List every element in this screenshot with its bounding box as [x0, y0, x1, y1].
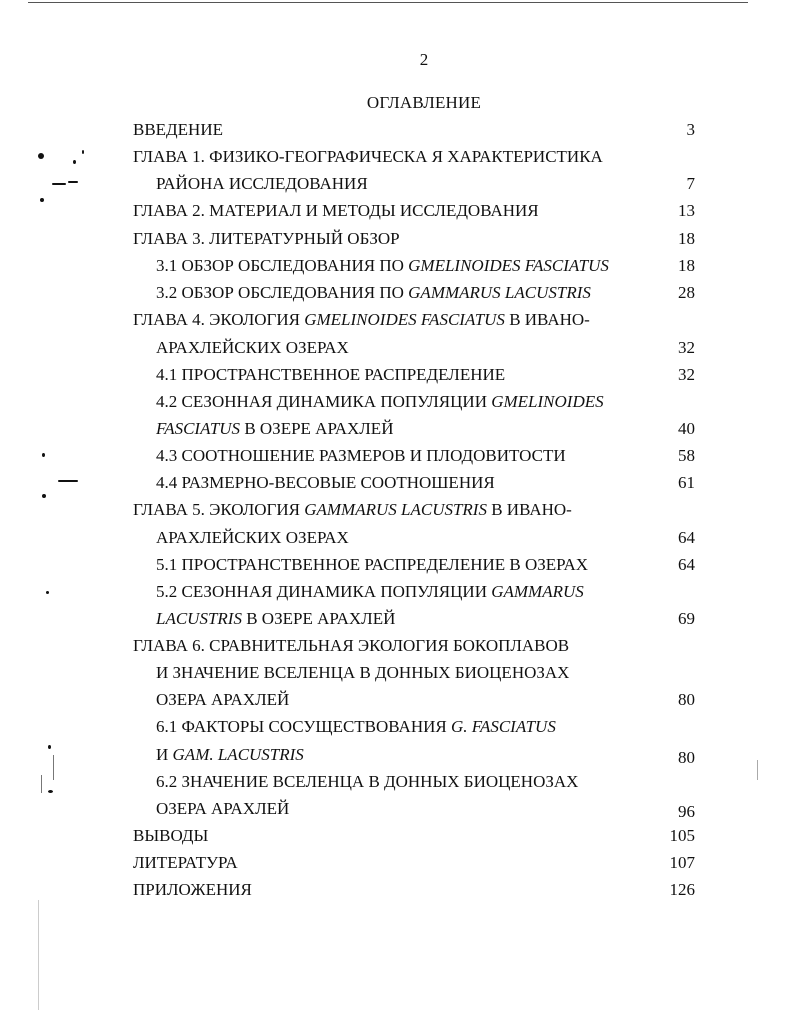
toc-entry-text: АРАХЛЕЙСКИХ ОЗЕРАХ: [156, 528, 349, 547]
scan-speck: [48, 745, 51, 749]
toc-entry-text: 4.3 СООТНОШЕНИЕ РАЗМЕРОВ И ПЛОДОВИТОСТИ: [156, 446, 566, 465]
toc-entry-text: ГЛАВА 5. ЭКОЛОГИЯ: [133, 500, 305, 519]
toc-entry: [156, 690, 289, 710]
toc-entry-text: И ЗНАЧЕНИЕ ВСЕЛЕНЦА В ДОННЫХ БИОЦЕНОЗАХ: [156, 663, 570, 682]
toc-page-number: 40: [678, 419, 695, 438]
toc-entry-text: АРАХЛЕЙСКИХ ОЗЕРАХ: [156, 338, 349, 357]
toc-entry-latin-name: G. FASCIATUS: [450, 717, 556, 736]
toc-entry: [156, 582, 584, 602]
toc-entry-latin-name: GAMMARUS LACUSTRIS: [304, 500, 487, 519]
scan-speck: [46, 591, 49, 594]
toc-entry-text: В ИВАНО-: [486, 500, 572, 519]
toc-page-number: 64: [678, 555, 695, 574]
toc-entry-text: ВЫВОДЫ: [133, 826, 209, 845]
toc-entry: [156, 528, 349, 548]
scan-speck: [40, 198, 44, 202]
toc-entry-text: 4.1 ПРОСТРАНСТВЕННОЕ РАСПРЕДЕЛЕНИЕ: [156, 365, 506, 384]
toc-entry-text: ГЛАВА 2. МАТЕРИАЛ И МЕТОДЫ ИССЛЕДОВАНИЯ: [133, 201, 539, 220]
toc-entry-latin-name: GMELINOIDES: [491, 392, 604, 411]
toc-entry-text: В ИВАНО-: [504, 310, 590, 329]
toc-page-number: 126: [669, 880, 695, 899]
toc-page-number: 32: [678, 365, 695, 384]
toc-page-number: 18: [678, 229, 695, 248]
toc-entry: [156, 392, 604, 412]
toc-entry: [133, 636, 569, 656]
scan-speck: [58, 480, 78, 482]
toc-page-number: 18: [678, 256, 695, 275]
toc-entry: [133, 147, 603, 167]
toc-entry-text: ЛИТЕРАТУРА: [133, 853, 238, 872]
page-title: ОГЛАВЛЕНИЕ: [366, 93, 482, 112]
toc-entry: [156, 745, 304, 765]
toc-entry: [133, 310, 590, 330]
toc-entry-text: В ОЗЕРЕ АРАХЛЕЙ: [240, 419, 394, 438]
page-number: 2: [419, 50, 429, 69]
toc-page-number: 107: [669, 853, 695, 872]
scan-speck: [68, 181, 78, 183]
toc-entry: [156, 419, 393, 439]
toc-entry: [133, 880, 252, 900]
toc-entry-latin-name: GAMMARUS: [491, 582, 584, 601]
toc-entry-text: ОЗЕРА АРАХЛЕЙ: [156, 690, 290, 709]
toc-entry: [133, 201, 539, 221]
toc-entry-text: 4.2 СЕЗОННАЯ ДИНАМИКА ПОПУЛЯЦИИ: [156, 392, 492, 411]
scan-speck: [38, 153, 44, 159]
toc-entry: [133, 500, 572, 520]
toc-entry-latin-name: GAMMARUS LACUSTRIS: [408, 283, 591, 302]
toc-entry: [156, 772, 578, 792]
toc-entry: [156, 799, 289, 819]
scan-speck: [73, 160, 76, 164]
toc-entry-latin-name: GMELINOIDES FASCIATUS: [408, 256, 609, 275]
scan-speck: [48, 790, 53, 793]
toc-entry: [156, 663, 569, 683]
toc-entry-latin-name: LACUSTRIS: [156, 609, 242, 628]
toc-entry-text: ГЛАВА 3. ЛИТЕРАТУРНЫЙ ОБЗОР: [133, 229, 400, 248]
toc-entry: [156, 446, 566, 466]
toc-entry-text: ГЛАВА 4. ЭКОЛОГИЯ: [133, 310, 305, 329]
toc-page-number: 3: [686, 120, 695, 139]
toc-entry: [133, 853, 238, 873]
toc-page-number: 32: [678, 338, 695, 357]
scan-edge-mark: [757, 760, 758, 780]
toc-page-number: 7: [686, 174, 695, 193]
toc-page-number: 28: [678, 283, 695, 302]
toc-entry-latin-name: GMELINOIDES FASCIATUS: [304, 310, 505, 329]
toc-page-number: 105: [669, 826, 695, 845]
toc-entry: [156, 174, 368, 194]
scan-speck: [42, 453, 45, 457]
toc-entry-text: 5.2 СЕЗОННАЯ ДИНАМИКА ПОПУЛЯЦИИ: [156, 582, 492, 601]
toc-entry-text: ВВЕДЕНИЕ: [133, 120, 223, 139]
toc-page-number: 58: [678, 446, 695, 465]
toc-page-number: 13: [678, 201, 695, 220]
toc-page-number: 96: [678, 802, 695, 821]
scan-edge-mark: [53, 755, 54, 780]
scan-top-border: [28, 2, 748, 3]
toc-entry-text: И: [156, 745, 173, 764]
toc-entry-text: 6.2 ЗНАЧЕНИЕ ВСЕЛЕНЦА В ДОННЫХ БИОЦЕНОЗАХ: [156, 772, 579, 791]
toc-entry-text: 4.4 РАЗМЕРНО-ВЕСОВЫЕ СООТНОШЕНИЯ: [156, 473, 495, 492]
scan-speck: [52, 183, 66, 185]
toc-entry: [133, 229, 400, 249]
scan-speck: [82, 150, 84, 154]
scan-edge-mark: [38, 900, 39, 1010]
toc-entry-text: 6.1 ФАКТОРЫ СОСУЩЕСТВОВАНИЯ: [156, 717, 451, 736]
toc-page-number: 80: [678, 690, 695, 709]
toc-entry: [133, 120, 223, 140]
toc-entry-text: 5.1 ПРОСТРАНСТВЕННОЕ РАСПРЕДЕЛЕНИЕ В ОЗЕРАХ: [156, 555, 589, 574]
toc-entry: [156, 256, 609, 276]
toc-page-number: 80: [678, 748, 695, 767]
scan-speck: [42, 494, 46, 498]
toc-entry: [156, 338, 349, 358]
toc-entry: [156, 365, 505, 385]
toc-entry: [156, 609, 395, 629]
toc-entry-text: 3.1 ОБЗОР ОБСЛЕДОВАНИЯ ПО: [156, 256, 409, 275]
toc-page-number: 69: [678, 609, 695, 628]
toc-entry-text: ГЛАВА 6. СРАВНИТЕЛЬНАЯ ЭКОЛОГИЯ БОКОПЛАВОВ: [133, 636, 570, 655]
toc-page-number: 64: [678, 528, 695, 547]
toc-entry: [156, 555, 588, 575]
toc-entry-text: РАЙОНА ИССЛЕДОВАНИЯ: [156, 174, 368, 193]
toc-page-number: 61: [678, 473, 695, 492]
toc-entry-latin-name: FASCIATUS: [156, 419, 241, 438]
toc-entry-text: 3.2 ОБЗОР ОБСЛЕДОВАНИЯ ПО: [156, 283, 409, 302]
toc-entry-text: ПРИЛОЖЕНИЯ: [133, 880, 252, 899]
scan-edge-mark: [41, 775, 42, 793]
toc-entry: [156, 283, 591, 303]
toc-entry-text: В ОЗЕРЕ АРАХЛЕЙ: [241, 609, 396, 628]
toc-entry-text: ОЗЕРА АРАХЛЕЙ: [156, 799, 290, 818]
toc-entry-text: ГЛАВА 1. ФИЗИКО-ГЕОГРАФИЧЕСКА Я ХАРАКТЕРИСТИКА: [133, 147, 603, 166]
toc-entry-latin-name: GAM. LACUSTRIS: [172, 745, 304, 764]
toc-entry: [156, 473, 495, 493]
toc-entry: [156, 717, 556, 737]
toc-entry: [133, 826, 208, 846]
